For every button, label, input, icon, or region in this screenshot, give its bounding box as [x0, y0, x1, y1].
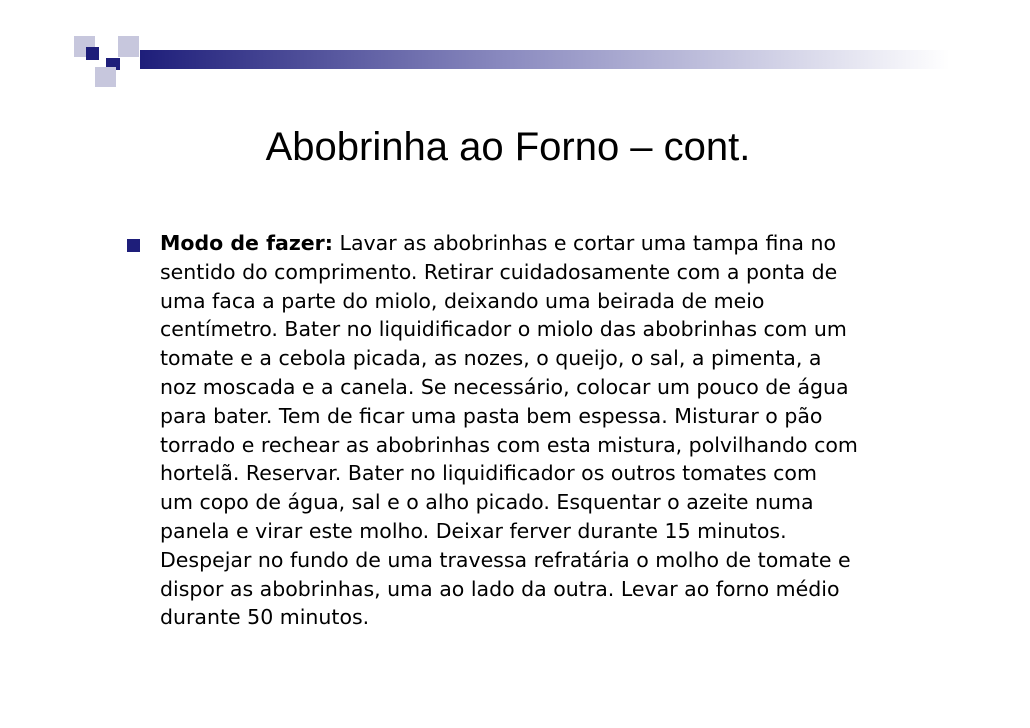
deco-square-light-bottom [95, 67, 116, 87]
header-decoration [0, 0, 1030, 110]
text-line: um copo de água, sal e o alho picado. Esquentar o azeite numa [160, 490, 814, 515]
text-line: uma faca a parte do miolo, deixando uma beirada de meio [160, 288, 765, 313]
text-line: noz moscada e a canela. Se necessário, colocar um pouco de água [160, 374, 849, 399]
slide-title: Abobrinha ao Forno – cont. [265, 125, 751, 169]
deco-square-navy-left [86, 47, 99, 60]
text-line: para bater. Tem de ficar uma pasta bem espessa. Misturar o pão [160, 403, 823, 428]
text-line: tomate e a cebola picada, as nozes, o queijo, o sal, a pimenta, a [160, 346, 822, 371]
deco-square-light-right [118, 36, 139, 57]
text-line: dispor as abobrinhas, uma ao lado da outra. Levar ao forno médio [160, 576, 840, 601]
text-line-1 [160, 229, 920, 258]
text-line: sentido do comprimento. Retirar cuidadosamente com a ponta de [160, 259, 838, 284]
text-line: panela e virar este molho. Deixar ferver durante 15 minutos. [160, 518, 787, 543]
text-line: durante 50 minutos. [160, 605, 370, 630]
bullet-text [160, 229, 920, 632]
text-line: centímetro. Bater no liquidificador o miolo das abobrinhas com um [160, 317, 847, 342]
text-line: torrado e rechear as abobrinhas com esta mistura, polvilhando com [160, 432, 858, 457]
bullet-label: Modo de fazer: [160, 231, 333, 255]
text-line-1-rest: Lavar as abobrinhas e cortar uma tampa fina no [333, 231, 837, 255]
text-line: hortelã. Reservar. Bater no liquidificador os outros tomates com [160, 461, 817, 486]
header-gradient-bar [140, 50, 950, 69]
text-line: Despejar no fundo de uma travessa refratária o molho de tomate e [160, 547, 851, 572]
bullet-square-icon [127, 239, 140, 252]
